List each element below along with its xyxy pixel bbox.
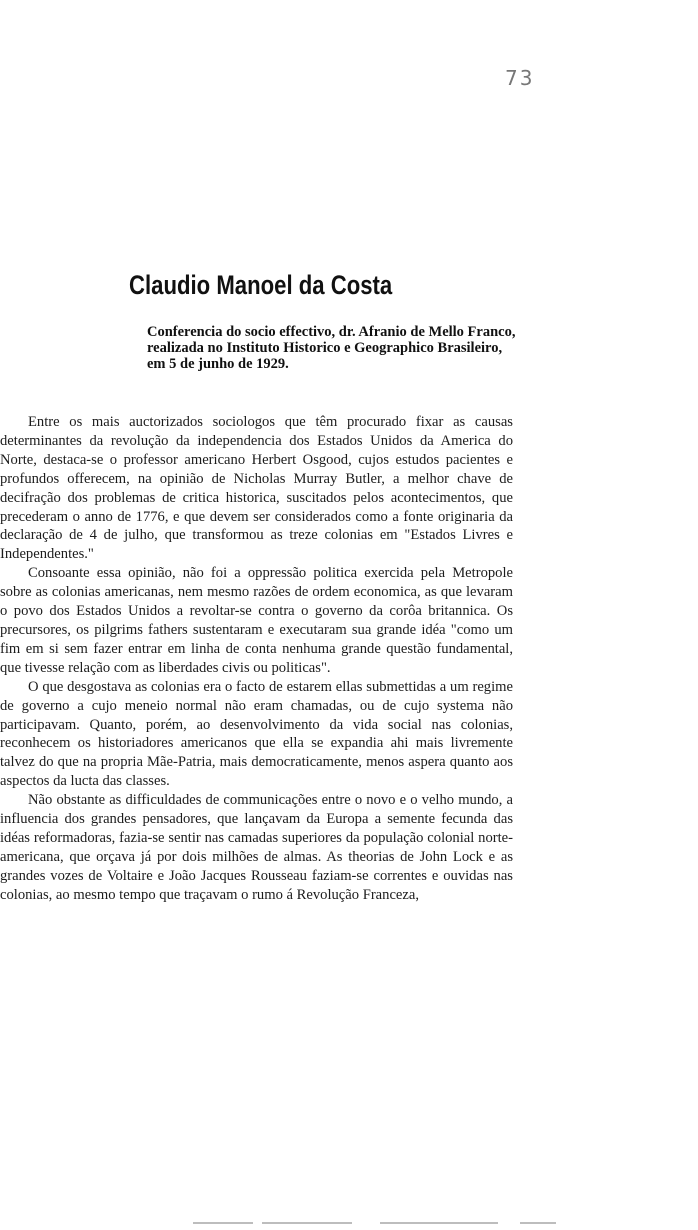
body-paragraph-2: Consoante essa opinião, não foi a oppressão politica exercida pela Metropole sobre as colonias americanas, nem mesmo razões de ordem economica, as que levaram o povo dos Estados Unidos a revoltar-se contra o governo da corôa britannica. Os precursores, os pilgrims fathers sustentaram e executaram sua grande idéa "como um fim em si sem fazer entrar em linha de conta nenhuma grande questão fundamental, que tivesse relação com as liberdades civis ou politicas". xyxy=(0,565,513,676)
footer-rule-3 xyxy=(380,1222,498,1224)
footer-rule-4 xyxy=(520,1222,556,1224)
article-subtitle: Conferencia do socio effectivo, dr. Afranio de Mello Franco, realizada no Instituto Historico e Geographico Brasileiro, em 5 de junho de 1929. xyxy=(147,324,516,372)
body-paragraph-3: O que desgostava as colonias era o facto de estarem ellas submettidas a um regime de governo a cujo meneio normal não eram chamadas, ou de cujo systema não participavam. Quanto, porém, ao desenvolvimento da vida social nas colonias, reconhecem os historiadores americanos que ella se expandia ahi mais livremente talvez do que na propria Mãe-Patria, mais democraticamente, menos aspera quanto aos aspectos da lucta das classes. xyxy=(0,678,513,790)
article-body xyxy=(0,413,513,905)
footer-rule-1 xyxy=(193,1222,253,1224)
body-paragraph-1: Entre os mais auctorizados sociologos que têm procurado fixar as causas determinantes da revolução da independencia dos Estados Unidos da America do Norte, destaca-se o professor americano Herbert Osgood, cujos estudos pacientes e profundos offerecem, na opinião de Nicholas Murray Butler, a melhor chave de decifração dos problemas de critica historica, suscitados pelos acontecimentos, que precederam o anno de 1776, e que devem ser considerados como a fonte originaria da declaração de 4 de julho, que transformou as treze colonias em "Estados Livres e Independentes." xyxy=(0,414,513,563)
body-paragraph-4: Não obstante as difficuldades de communicações entre o novo e o velho mundo, a influencia dos grandes pensadores, que lançavam da Europa a semente fecunda das idéas reformadoras, fazia-se sentir nas camadas superiores da população colonial norte-americana, que orçava já por dois milhões de almas. As theorias de John Lock e as grandes vozes de Voltaire e João Jacques Rousseau faziam-se correntes e ouvidas nas colonias, ao mesmo tempo que traçavam o rumo á Revolução Franceza, xyxy=(0,792,513,903)
page-number: 73 xyxy=(505,66,535,90)
footer-rule-2 xyxy=(262,1222,352,1224)
article-title: Claudio Manoel da Costa xyxy=(129,270,393,300)
